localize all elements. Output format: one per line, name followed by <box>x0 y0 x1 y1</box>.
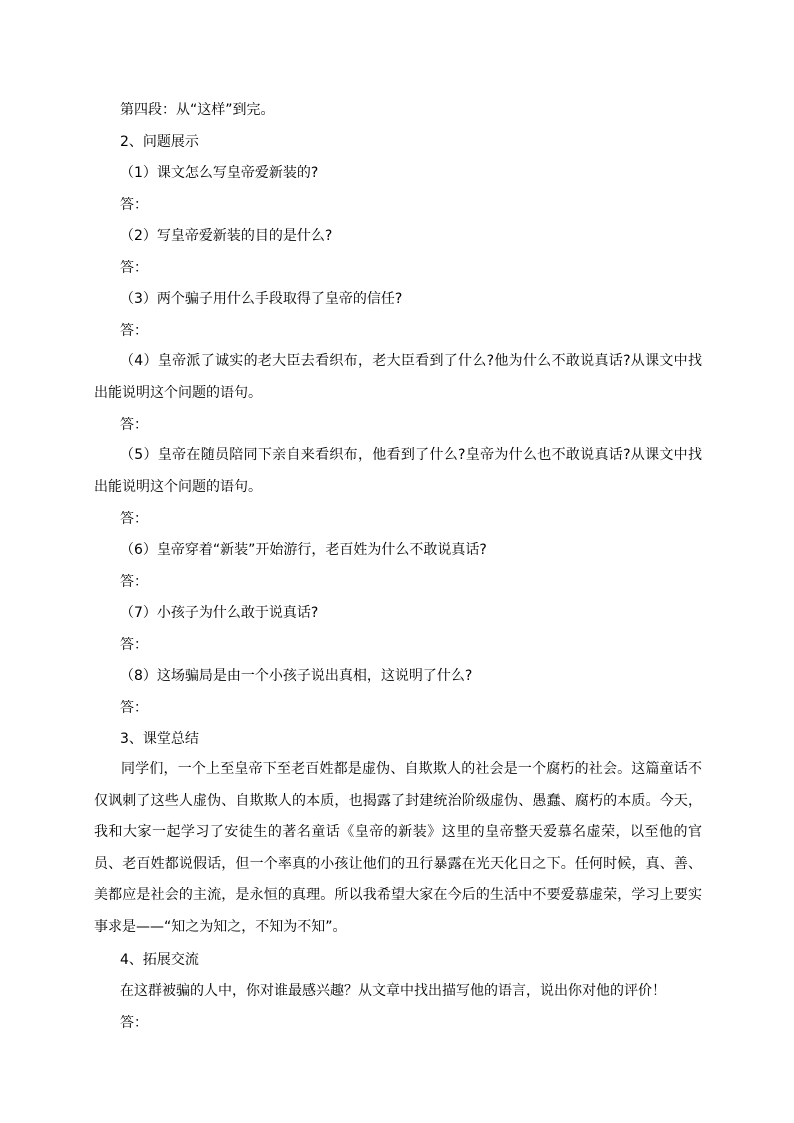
question-3: （3）两个骗子用什么手段取得了皇帝的信任? <box>120 291 403 307</box>
answer-label-6: 答： <box>120 574 148 590</box>
summary-paragraph: 同学们，一个上至皇帝下至老百姓都是虚伪、自欺欺人的社会是一个腐朽的社会。这篇童话不仅讽刺了这些人虚伪、自欺欺人的本质，也揭露了封建统治阶级虚伪、愚蠢、腐朽的本质。今天，我和大家一起学习了安徒生的著名童话《皇帝的新装》这里的皇帝整天爱慕名虚荣，以至他的官员、老百姓都说假话，但一个率真的小孩让他们的丑行暴露在光天化日之下。任何时候，真、善、美都应是社会的主流，是永恒的真理。所以我希望大家在今后的生活中不要爱慕虚荣，学习上要实事求是——“知之为知之，不知为不知”。 <box>94 761 702 935</box>
answer-label-5: 答： <box>120 511 148 527</box>
question-7: （7）小孩子为什么敢于说真话? <box>120 605 319 621</box>
question-1: （1）课文怎么写皇帝爱新装的? <box>120 165 319 181</box>
question-8: （8）这场骗局是由一个小孩子说出真相，这说明了什么? <box>120 668 473 684</box>
question-2: （2）写皇帝爱新装的目的是什么? <box>120 228 333 244</box>
answer-label-2: 答： <box>120 260 148 276</box>
section-four-paragraph: 第四段：从“这样”到完。 <box>120 102 275 118</box>
extension-answer-label: 答： <box>120 1015 148 1031</box>
extension-question: 在这群被骗的人中，你对谁最感兴趣？从文章中找出描写他的语言，说出你对他的评价！ <box>120 983 666 999</box>
answer-label-4: 答： <box>120 417 148 433</box>
question-4: （4）皇帝派了诚实的老大臣去看织布，老大臣看到了什么?他为什么不敢说真话?从课文中找出能说明这个问题的语句。 <box>94 353 702 401</box>
question-6: （6）皇帝穿着“新装”开始游行，老百姓为什么不敢说真话? <box>120 542 487 558</box>
summary-heading: 3、课堂总结 <box>120 731 199 747</box>
answer-label-8: 答： <box>120 700 148 716</box>
problem-heading: 2、问题展示 <box>120 134 199 150</box>
answer-label-1: 答： <box>120 197 148 213</box>
answer-label-3: 答： <box>120 323 148 339</box>
question-5: （5）皇帝在随员陪同下亲自来看织布，他看到了什么?皇帝为什么也不敢说真话?从课文中找出能说明这个问题的语句。 <box>94 447 702 495</box>
answer-label-7: 答： <box>120 637 148 653</box>
extension-heading: 4、拓展交流 <box>120 952 199 968</box>
